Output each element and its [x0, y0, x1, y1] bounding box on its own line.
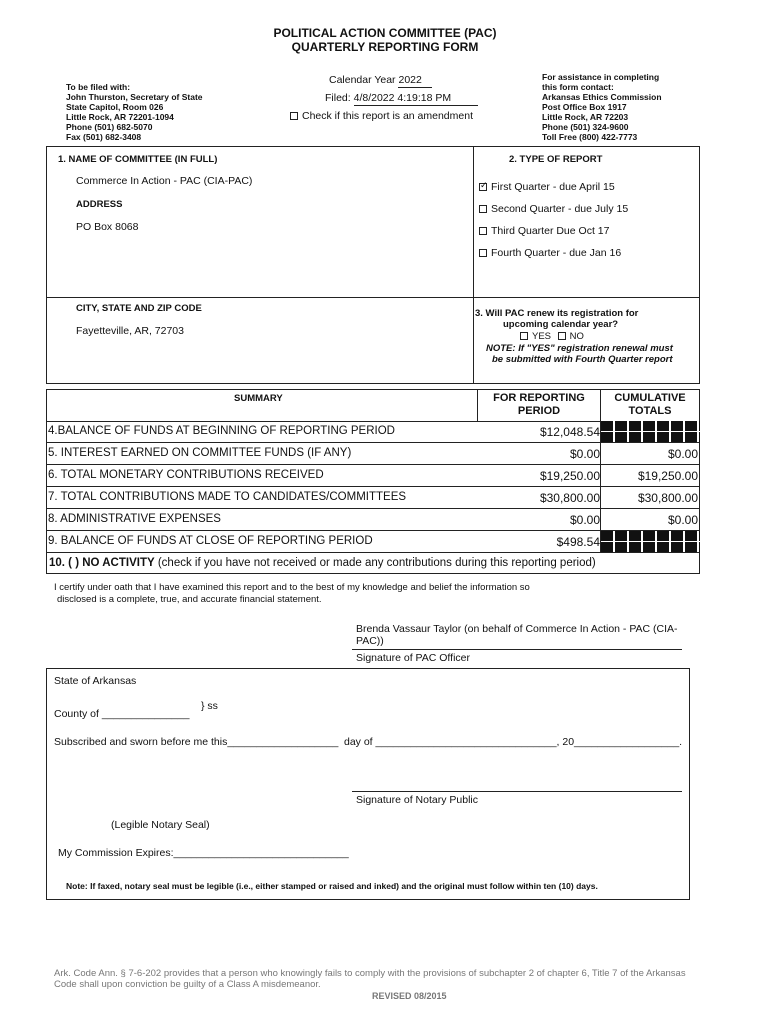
certify-text-line2: disclosed is a complete, true, and accurate financial statement. [57, 594, 322, 605]
third-quarter-checkbox[interactable] [479, 227, 487, 235]
divider [477, 389, 478, 422]
renewal-note: NOTE: If "YES" registration renewal must [486, 343, 673, 354]
renewal-question: 3. Will PAC renew its registration for [475, 308, 639, 319]
cumulative-value[interactable]: $19,250.00 [637, 469, 698, 483]
table-row: 8. ADMINISTRATIVE EXPENSES $0.00 $0.00 [46, 509, 700, 531]
blocked-cell [601, 531, 700, 552]
divider [473, 146, 474, 384]
notary-signature-line [352, 791, 682, 792]
table-row: 7. TOTAL CONTRIBUTIONS MADE TO CANDIDATES/COMMITTEES $30,800.00 $30,800.00 [46, 487, 700, 509]
law-citation-line2: Code shall upon conviction be guilty of a Class A misdemeanor. [54, 979, 321, 990]
pac-officer-signature-label: Signature of PAC Officer [356, 652, 470, 664]
divider [473, 297, 700, 298]
period-value[interactable]: $12,048.54 [539, 425, 600, 439]
summary-heading: SUMMARY [234, 393, 283, 404]
renewal-options: YES NO [520, 331, 584, 343]
renewal-no-checkbox[interactable] [558, 332, 566, 340]
filed-date: Filed: 4/8/2022 4:19:18 PM [325, 92, 478, 106]
renewal-question-line2: upcoming calendar year? [503, 319, 619, 330]
file-with-block: To be filed with: John Thurston, Secretary of State State Capitol, Room 026 Little Rock, AR 72201-1094 Phone (501) 682-5070 Fax (501) 682-3408 [66, 82, 203, 142]
address-value[interactable]: PO Box 8068 [76, 221, 139, 233]
period-value[interactable]: $30,800.00 [539, 491, 600, 505]
notary-signature-label: Signature of Notary Public [356, 794, 478, 806]
no-activity-line[interactable]: 10. ( ) NO ACTIVITY (check if you have not received or made any contributions during this reporting period) [49, 557, 596, 569]
committee-name-value[interactable]: Commerce In Action - PAC (CIA-PAC) [76, 175, 253, 187]
report-type-heading: 2. TYPE OF REPORT [509, 154, 603, 165]
signer-name: Brenda Vassaur Taylor (on behalf of Commerce In Action - PAC (CIA- [356, 623, 678, 635]
subscribed-field[interactable]: Subscribed and sworn before me this___________________ [54, 736, 339, 748]
calendar-year-value[interactable]: 2022 [398, 74, 432, 88]
notary-note: Note: If faxed, notary seal must be legible (i.e., either stamped or raised and inked) and the original must follow within ten (10) days. [66, 881, 598, 891]
table-row: 4.BALANCE OF FUNDS AT BEGINNING OF REPORTING PERIOD $12,048.54 [46, 421, 700, 443]
report-option-third[interactable]: Third Quarter Due Oct 17 [479, 225, 609, 238]
amendment-check[interactable]: Check if this report is an amendment [290, 110, 473, 123]
ss-label: } ss [201, 700, 218, 712]
table-row: 9. BALANCE OF FUNDS AT CLOSE OF REPORTING PERIOD $498.54 [46, 531, 700, 553]
blocked-cell [601, 421, 700, 442]
contact-block: For assistance in completing this form contact: Arkansas Ethics Commission Post Office Box 1917 Little Rock, AR 72203 Phone (501) 324-9600 Toll Free (800) 422-7773 [542, 72, 662, 142]
amendment-checkbox[interactable] [290, 112, 298, 120]
form-title: POLITICAL ACTION COMMITTEE (PAC) [273, 26, 497, 40]
period-value[interactable]: $498.54 [556, 535, 600, 549]
city-value[interactable]: Fayetteville, AR, 72703 [76, 325, 184, 337]
county-field[interactable]: County of _______________ [54, 708, 190, 720]
period-value[interactable]: $0.00 [569, 447, 600, 461]
revised-date: REVISED 08/2015 [372, 991, 447, 1001]
committee-name-heading: 1. NAME OF COMMITTEE (IN FULL) [58, 154, 218, 165]
report-option-first[interactable]: ✓First Quarter - due April 15 [479, 181, 615, 194]
notary-seal-label: (Legible Notary Seal) [111, 819, 210, 831]
fourth-quarter-checkbox[interactable] [479, 249, 487, 257]
filed-date-value: 4/8/2022 4:19:18 PM [354, 92, 478, 106]
table-row: 5. INTEREST EARNED ON COMMITTEE FUNDS (IF ANY) $0.00 $0.00 [46, 443, 700, 465]
calendar-year: Calendar Year 2022 [329, 74, 432, 88]
notary-box [46, 668, 690, 900]
form-subtitle: QUARTERLY REPORTING FORM [291, 40, 479, 54]
divider [46, 297, 473, 298]
law-citation: Ark. Code Ann. § 7-6-202 provides that a person who knowingly fails to comply with the provisions of subchapter 2 of chapter 6, Title 7 of the Arkansas [54, 968, 686, 979]
signature-line [352, 649, 682, 650]
cumulative-value[interactable]: $0.00 [667, 447, 698, 461]
period-value[interactable]: $19,250.00 [539, 469, 600, 483]
cumulative-value[interactable]: $0.00 [667, 513, 698, 527]
period-value[interactable]: $0.00 [569, 513, 600, 527]
table-row: 6. TOTAL MONETARY CONTRIBUTIONS RECEIVED $19,250.00 $19,250.00 [46, 465, 700, 487]
address-heading: ADDRESS [76, 199, 123, 210]
cumulative-value[interactable]: $30,800.00 [637, 491, 698, 505]
renewal-note-line2: be submitted with Fourth Quarter report [492, 354, 673, 365]
state-label: State of Arkansas [54, 675, 137, 687]
second-quarter-checkbox[interactable] [479, 205, 487, 213]
report-option-fourth[interactable]: Fourth Quarter - due Jan 16 [479, 247, 621, 260]
col-cumulative-totals: CUMULATIVE TOTALS [614, 392, 686, 417]
first-quarter-checkbox[interactable] [479, 183, 487, 191]
commission-expires-field[interactable]: My Commission Expires:______________________________ [58, 847, 349, 859]
col-for-reporting-period: FOR REPORTING PERIOD [493, 392, 585, 417]
report-option-second[interactable]: Second Quarter - due July 15 [479, 203, 628, 216]
signer-name-line2: PAC)) [356, 635, 384, 647]
renewal-yes-checkbox[interactable] [520, 332, 528, 340]
day-of-field[interactable]: day of _______________________________, 20__________________. [344, 736, 683, 748]
certify-text: I certify under oath that I have examined this report and to the best of my knowledge and belief the information so [54, 582, 530, 593]
city-heading: CITY, STATE AND ZIP CODE [76, 303, 202, 314]
